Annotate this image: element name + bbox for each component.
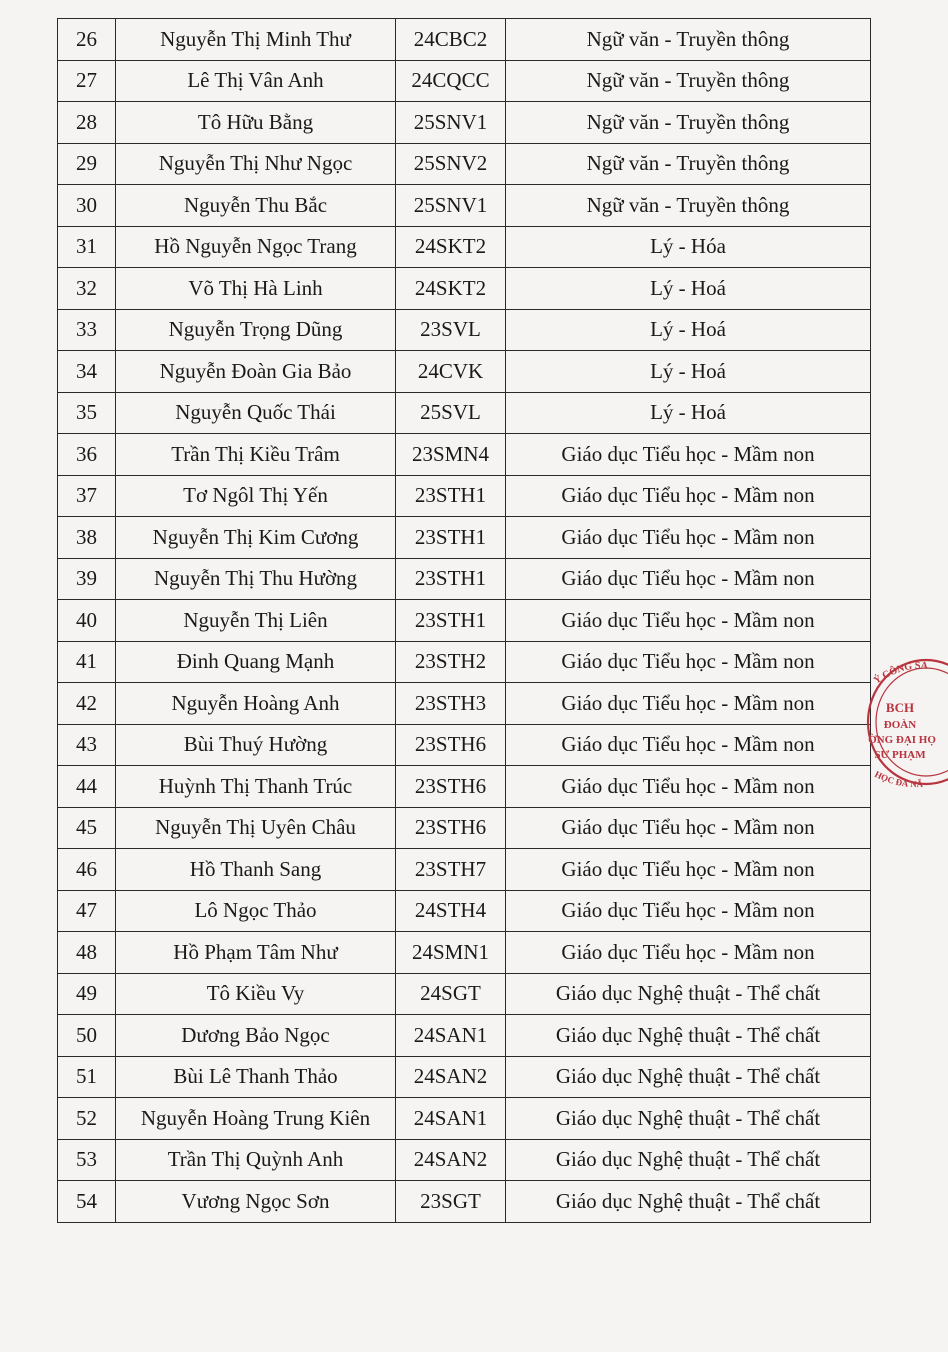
roster-body [58,19,871,1223]
student-name-cell: Võ Thị Hà Linh [116,268,396,310]
field-cell: Lý - Hoá [506,351,871,393]
class-code-cell: 25SVL [396,392,506,434]
row-number-cell: 32 [58,268,116,310]
student-name-cell: Nguyễn Thị Như Ngọc [116,143,396,185]
field-cell: Ngữ văn - Truyền thông [506,60,871,102]
class-code-cell: 23SVL [396,309,506,351]
table-row [58,683,871,725]
field-cell: Giáo dục Tiểu học - Mầm non [506,932,871,974]
student-name-cell: Tô Hữu Bằng [116,102,396,144]
class-code-cell: 24SMN1 [396,932,506,974]
class-code-cell: 24CQCC [396,60,506,102]
field-cell: Giáo dục Tiểu học - Mầm non [506,641,871,683]
student-name-cell: Nguyễn Thị Thu Hường [116,558,396,600]
field-cell: Ngữ văn - Truyền thông [506,185,871,227]
field-cell: Giáo dục Nghệ thuật - Thể chất [506,1056,871,1098]
table-row [58,558,871,600]
student-name-cell: Nguyễn Hoàng Anh [116,683,396,725]
class-code-cell: 23STH7 [396,849,506,891]
student-name-cell: Hồ Nguyễn Ngọc Trang [116,226,396,268]
table-row [58,1056,871,1098]
student-name-cell: Nguyễn Thị Minh Thư [116,19,396,61]
row-number-cell: 44 [58,766,116,808]
table-row [58,1098,871,1140]
row-number-cell: 30 [58,185,116,227]
student-name-cell: Bùi Lê Thanh Thảo [116,1056,396,1098]
row-number-cell: 53 [58,1139,116,1181]
table-row [58,268,871,310]
row-number-cell: 41 [58,641,116,683]
field-cell: Giáo dục Tiểu học - Mầm non [506,475,871,517]
class-code-cell: 23SMN4 [396,434,506,476]
row-number-cell: 36 [58,434,116,476]
field-cell: Giáo dục Nghệ thuật - Thể chất [506,1098,871,1140]
student-name-cell: Bùi Thuý Hường [116,724,396,766]
student-name-cell: Lô Ngọc Thảo [116,890,396,932]
class-code-cell: 23STH6 [396,807,506,849]
class-code-cell: 23SGT [396,1181,506,1223]
student-name-cell: Tơ Ngôl Thị Yến [116,475,396,517]
table-row [58,226,871,268]
official-stamp [864,654,948,790]
row-number-cell: 34 [58,351,116,393]
row-number-cell: 52 [58,1098,116,1140]
row-number-cell: 29 [58,143,116,185]
student-name-cell: Trần Thị Kiều Trâm [116,434,396,476]
table-row [58,143,871,185]
class-code-cell: 23STH1 [396,600,506,642]
table-row [58,392,871,434]
student-name-cell: Tô Kiều Vy [116,973,396,1015]
row-number-cell: 27 [58,60,116,102]
field-cell: Giáo dục Tiểu học - Mầm non [506,517,871,559]
row-number-cell: 26 [58,19,116,61]
field-cell: Giáo dục Nghệ thuật - Thể chất [506,1181,871,1223]
table-row [58,475,871,517]
class-code-cell: 25SNV1 [396,185,506,227]
table-row [58,849,871,891]
field-cell: Lý - Hoá [506,309,871,351]
field-cell: Giáo dục Tiểu học - Mầm non [506,849,871,891]
student-name-cell: Nguyễn Đoàn Gia Bảo [116,351,396,393]
row-number-cell: 48 [58,932,116,974]
field-cell: Ngữ văn - Truyền thông [506,143,871,185]
student-name-cell: Nguyễn Quốc Thái [116,392,396,434]
row-number-cell: 40 [58,600,116,642]
field-cell: Giáo dục Tiểu học - Mầm non [506,683,871,725]
class-code-cell: 23STH1 [396,558,506,600]
table-row [58,807,871,849]
field-cell: Giáo dục Tiểu học - Mầm non [506,600,871,642]
student-name-cell: Nguyễn Thị Liên [116,600,396,642]
row-number-cell: 45 [58,807,116,849]
field-cell: Giáo dục Tiểu học - Mầm non [506,434,871,476]
class-code-cell: 24CVK [396,351,506,393]
class-code-cell: 23STH2 [396,641,506,683]
student-name-cell: Vương Ngọc Sơn [116,1181,396,1223]
class-code-cell: 23STH6 [396,724,506,766]
table-row [58,517,871,559]
table-row [58,60,871,102]
table-row [58,724,871,766]
student-name-cell: Nguyễn Trọng Dũng [116,309,396,351]
student-name-cell: Đinh Quang Mạnh [116,641,396,683]
row-number-cell: 51 [58,1056,116,1098]
class-code-cell: 23STH6 [396,766,506,808]
student-name-cell: Hồ Thanh Sang [116,849,396,891]
field-cell: Giáo dục Nghệ thuật - Thể chất [506,1015,871,1057]
student-name-cell: Trần Thị Quỳnh Anh [116,1139,396,1181]
stamp-line-4: SƯ PHẠM [874,749,926,761]
class-code-cell: 23STH3 [396,683,506,725]
class-code-cell: 24SAN2 [396,1139,506,1181]
table-row [58,890,871,932]
class-code-cell: 24SGT [396,973,506,1015]
table-row [58,1181,871,1223]
table-row [58,351,871,393]
field-cell: Giáo dục Tiểu học - Mầm non [506,558,871,600]
field-cell: Giáo dục Tiểu học - Mầm non [506,807,871,849]
class-code-cell: 24SKT2 [396,268,506,310]
table-row [58,766,871,808]
student-name-cell: Lê Thị Vân Anh [116,60,396,102]
table-row [58,973,871,1015]
field-cell: Giáo dục Tiểu học - Mầm non [506,890,871,932]
class-code-cell: 24CBC2 [396,19,506,61]
student-name-cell: Dương Bảo Ngọc [116,1015,396,1057]
table-row [58,309,871,351]
class-code-cell: 24STH4 [396,890,506,932]
student-name-cell: Hồ Phạm Tâm Như [116,932,396,974]
table-row [58,434,871,476]
stamp-line-3: ỜNG ĐẠI HỌ [868,734,936,746]
table-row [58,641,871,683]
row-number-cell: 35 [58,392,116,434]
row-number-cell: 43 [58,724,116,766]
stamp-seal-icon [864,654,948,790]
class-code-cell: 25SNV1 [396,102,506,144]
stamp-line-1: BCH [885,700,915,715]
student-name-cell: Nguyễn Thị Uyên Châu [116,807,396,849]
row-number-cell: 33 [58,309,116,351]
table-row [58,102,871,144]
table-row [58,1139,871,1181]
student-name-cell: Nguyễn Hoàng Trung Kiên [116,1098,396,1140]
row-number-cell: 31 [58,226,116,268]
row-number-cell: 37 [58,475,116,517]
class-code-cell: 24SAN2 [396,1056,506,1098]
row-number-cell: 49 [58,973,116,1015]
field-cell: Ngữ văn - Truyền thông [506,102,871,144]
row-number-cell: 54 [58,1181,116,1223]
row-number-cell: 46 [58,849,116,891]
stamp-bottom-arc: HỌC ĐÀ NẴ [873,768,924,790]
field-cell: Ngữ văn - Truyền thông [506,19,871,61]
class-code-cell: 24SKT2 [396,226,506,268]
stamp-line-2: ĐOÀN [883,719,917,731]
class-code-cell: 24SAN1 [396,1015,506,1057]
table-row [58,19,871,61]
student-name-cell: Nguyễn Thu Bắc [116,185,396,227]
stamp-top-arc: Ý CÔNG SẢ [871,660,929,687]
field-cell: Giáo dục Nghệ thuật - Thể chất [506,973,871,1015]
row-number-cell: 47 [58,890,116,932]
row-number-cell: 42 [58,683,116,725]
class-code-cell: 25SNV2 [396,143,506,185]
table-row [58,185,871,227]
student-name-cell: Huỳnh Thị Thanh Trúc [116,766,396,808]
field-cell: Lý - Hoá [506,268,871,310]
field-cell: Giáo dục Nghệ thuật - Thể chất [506,1139,871,1181]
row-number-cell: 50 [58,1015,116,1057]
field-cell: Giáo dục Tiểu học - Mầm non [506,724,871,766]
class-code-cell: 24SAN1 [396,1098,506,1140]
row-number-cell: 38 [58,517,116,559]
class-code-cell: 23STH1 [396,475,506,517]
student-name-cell: Nguyễn Thị Kim Cương [116,517,396,559]
table-row [58,1015,871,1057]
student-roster-table [57,18,871,1223]
field-cell: Lý - Hóa [506,226,871,268]
row-number-cell: 39 [58,558,116,600]
class-code-cell: 23STH1 [396,517,506,559]
table-row [58,600,871,642]
row-number-cell: 28 [58,102,116,144]
table-row [58,932,871,974]
field-cell: Giáo dục Tiểu học - Mầm non [506,766,871,808]
field-cell: Lý - Hoá [506,392,871,434]
